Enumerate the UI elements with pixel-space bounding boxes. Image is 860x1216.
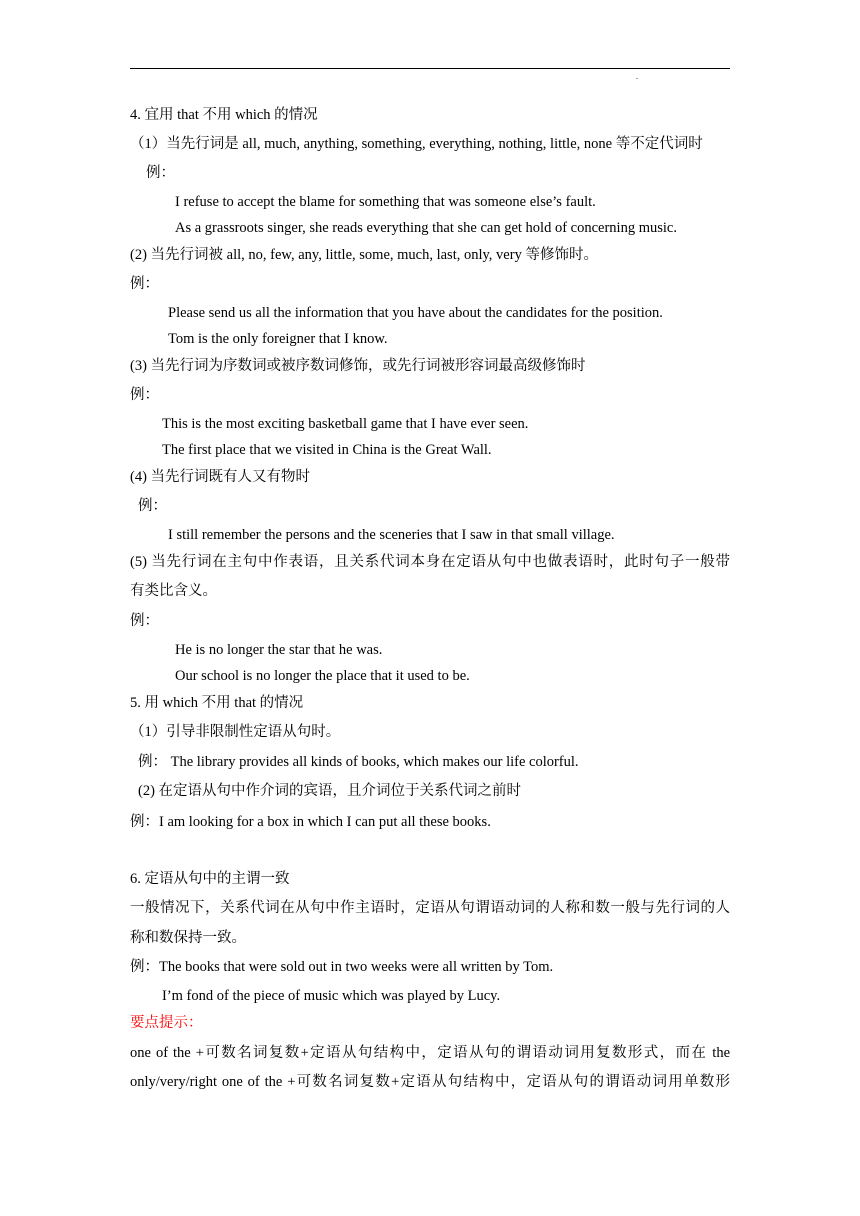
example-sentence: Our school is no longer the place that it used to be. xyxy=(175,668,470,684)
example-sentence: 例：I am looking for a box in which I can put all these books. xyxy=(130,814,491,830)
paragraph-line: only/very/right one of the +可数名词复数+定语从句结构中，定语从句的谓语动词用单数形 xyxy=(130,1074,730,1090)
rule-item-2: (2) 当先行词被 all, no, few, any, little, some, much, last, only, very 等修饰时。 xyxy=(130,247,598,263)
header-mark: . xyxy=(636,72,638,81)
key-points-heading: 要点提示： xyxy=(130,1015,203,1031)
header-rule xyxy=(130,68,730,69)
example-sentence: 例：The books that were sold out in two weeks were all written by Tom. xyxy=(130,959,554,975)
paragraph-line: 称和数保持一致。 xyxy=(130,930,246,946)
example-label: 例： xyxy=(138,498,167,514)
example-sentence: Tom is the only foreigner that I know. xyxy=(168,331,388,347)
section-heading-4: 4. 宜用 that 不用 which 的情况 xyxy=(130,107,318,123)
paragraph-line: 一般情况下，关系代词在从句中作主语时，定语从句谓语动词的人称和数一般与先行词的人 xyxy=(130,900,730,916)
rule-item-1: （1）当先行词是 all, much, anything, something, everything, nothing, little, none 等不定代词时 xyxy=(130,136,703,152)
example-sentence: I still remember the persons and the sceneries that I saw in that small village. xyxy=(168,527,615,543)
example-sentence: As a grassroots singer, she reads everything that she can get hold of concerning music. xyxy=(175,220,677,236)
rule-item-2: (2) 在定语从句中作介词的宾语，且介词位于关系代词之前时 xyxy=(138,783,522,799)
rule-item-5-continuation: 有类比含义。 xyxy=(130,583,217,599)
rule-item-5: (5) 当先行词在主句中作表语，且关系代词本身在定语从句中也做表语时，此时句子一般带 xyxy=(130,554,730,570)
paragraph-line: one of the +可数名词复数+定语从句结构中，定语从句的谓语动词用复数形式，而在 the xyxy=(130,1045,730,1061)
example-label: 例： xyxy=(130,276,159,292)
example-label: 例： xyxy=(130,387,159,403)
example-sentence: Please send us all the information that you have about the candidates for the position. xyxy=(168,305,663,321)
rule-item-3: (3) 当先行词为序数词或被序数词修饰，或先行词被形容词最高级修饰时 xyxy=(130,358,586,374)
rule-item-4: (4) 当先行词既有人又有物时 xyxy=(130,469,311,485)
example-sentence: The first place that we visited in China is the Great Wall. xyxy=(162,442,492,458)
rule-item-1: （1）引导非限制性定语从句时。 xyxy=(130,724,341,740)
section-heading-6: 6. 定语从句中的主谓一致 xyxy=(130,871,290,887)
example-label: 例： xyxy=(146,165,175,181)
example-sentence: This is the most exciting basketball game that I have ever seen. xyxy=(162,416,529,432)
example-sentence: 例： The library provides all kinds of books, which makes our life colorful. xyxy=(138,754,579,770)
example-sentence: I’m fond of the piece of music which was played by Lucy. xyxy=(162,988,501,1004)
example-sentence: I refuse to accept the blame for something that was someone else’s fault. xyxy=(175,194,596,210)
example-sentence: He is no longer the star that he was. xyxy=(175,642,383,658)
section-heading-5: 5. 用 which 不用 that 的情况 xyxy=(130,695,304,711)
example-label: 例： xyxy=(130,613,159,629)
